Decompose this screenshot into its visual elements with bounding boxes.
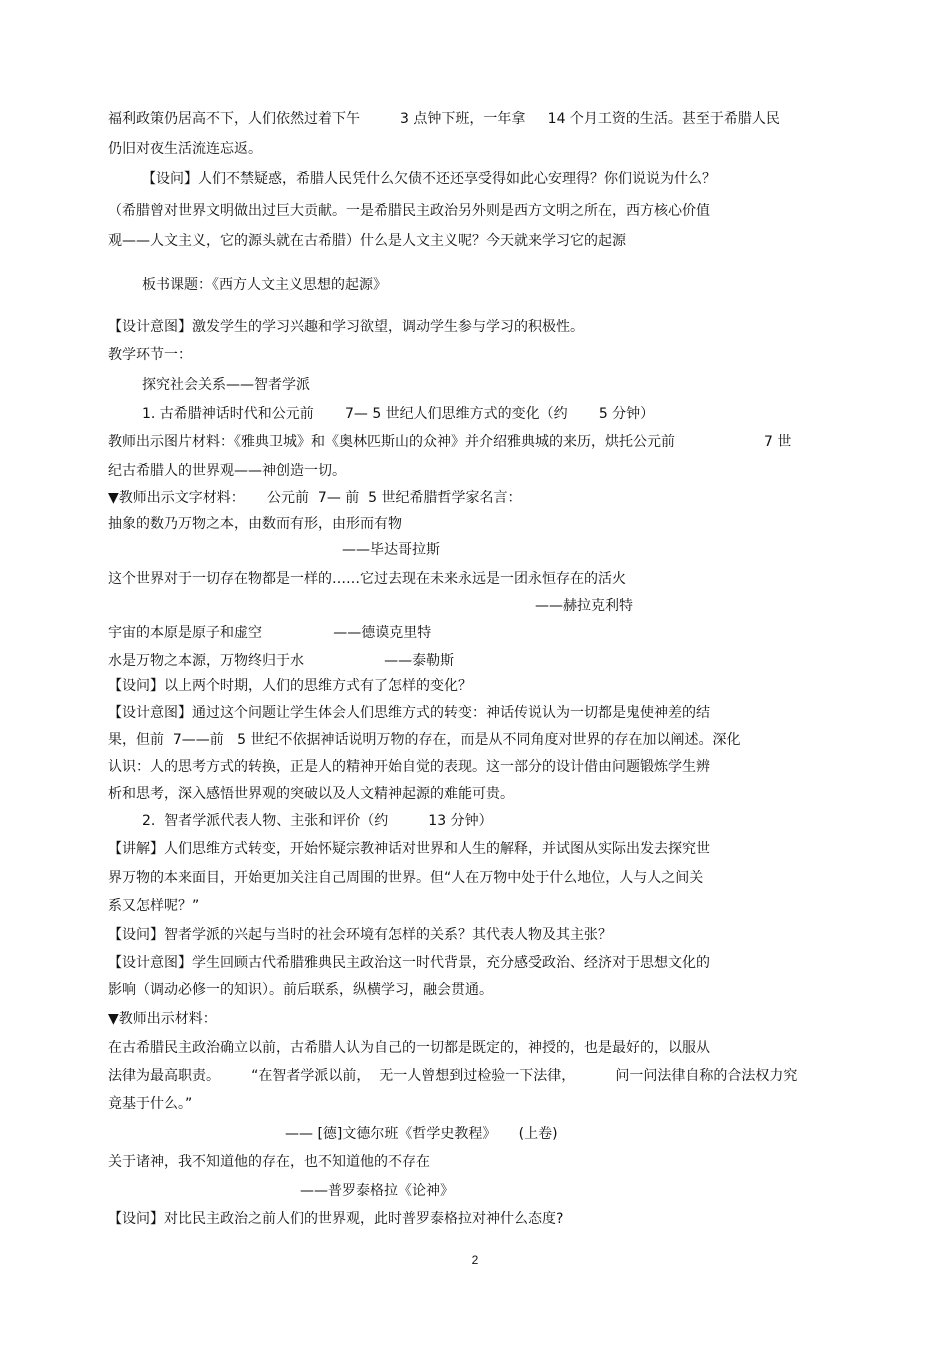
- text-line: —— [德]文德尔班《哲学史教程》 (上卷): [285, 1126, 558, 1142]
- text-line: 【设计意图】激发学生的学习兴趣和学习欲望，调动学生参与学习的积极性。: [108, 319, 584, 335]
- text-line: 【设计意图】学生回顾古代希腊雅典民主政治这一时代背景，充分感受政治、经济对于思想文化的: [108, 955, 710, 971]
- text-line: （希腊曾对世界文明做出过巨大贡献。一是希腊民主政治另外则是西方文明之所在，西方核心价值: [108, 203, 710, 219]
- text-line: 影响（调动必修一的知识）。前后联系，纵横学习，融会贯通。: [108, 982, 493, 998]
- text-line: ——毕达哥拉斯: [342, 542, 440, 558]
- text-line: 板书课题：《西方人文主义思想的起源》: [142, 277, 387, 293]
- text-line: 教学环节一：: [108, 347, 192, 363]
- page-number: 2: [471, 1253, 479, 1267]
- text-line: 仍旧对夜生活流连忘返。: [108, 141, 262, 157]
- text-line: 【讲解】人们思维方式转变，开始怀疑宗教神话对世界和人生的解释，并试图从实际出发去探究世: [108, 841, 710, 857]
- text-line: 探究社会关系——智者学派: [142, 377, 310, 393]
- text-line: 纪古希腊人的世界观——神创造一切。: [108, 463, 346, 479]
- text-line: 观——人文主义，它的源头就在古希腊）什么是人文主义呢？今天就来学习它的起源: [108, 233, 626, 249]
- text-line: 抽象的数乃万物之本，由数而有形，由形而有物: [108, 516, 402, 532]
- text-line: 关于诸神，我不知道他的存在，也不知道他的不存在: [108, 1154, 430, 1170]
- text-line: 析和思考，深入感悟世界观的突破以及人文精神起源的难能可贵。: [108, 786, 514, 802]
- text-line: 【设问】对比民主政治之前人们的世界观，此时普罗泰格拉对神什么态度?: [108, 1211, 564, 1227]
- text-line: 【设问】智者学派的兴起与当时的社会环境有怎样的关系？其代表人物及其主张？: [108, 927, 612, 943]
- text-line: ▼教师出示材料：: [108, 1011, 217, 1027]
- text-line: ——赫拉克利特: [535, 598, 633, 614]
- text-line: 【设问】以上两个时期，人们的思维方式有了怎样的变化？: [108, 678, 472, 694]
- text-line: 福利政策仍居高不下，人们依然过着下午 3 点钟下班，一年拿 14 个月工资的生活。甚至于希腊人民: [108, 111, 780, 127]
- text-line: 1. 古希腊神话时代和公元前 7— 5 世纪人们思维方式的变化（约 5 分钟）: [142, 406, 655, 422]
- text-line: 竟基于什么。”: [108, 1096, 193, 1112]
- text-line: 果，但前 7——前 5 世纪不依据神话说明万物的存在，而是从不同角度对世界的存在加以阐述。深化: [108, 732, 741, 748]
- text-line: ——普罗泰格拉《论神》: [300, 1183, 454, 1199]
- text-line: 界万物的本来面目，开始更加关注自己周围的世界。但“人在万物中处于什么地位，人与人之间关: [108, 870, 704, 886]
- text-line: 系又怎样呢？”: [108, 898, 200, 914]
- text-line: 教师出示图片材料：《雅典卫城》和《奥林匹斯山的众神》并介绍雅典城的来历，烘托公元前 7 世: [108, 434, 792, 450]
- text-line: 认识：人的思考方式的转换，正是人的精神开始自觉的表现。这一部分的设计借由问题锻炼学生辨: [108, 759, 710, 775]
- text-line: 宇宙的本原是原子和虚空 ——德谟克里特: [108, 625, 432, 641]
- text-line: 【设问】人们不禁疑惑，希腊人民凭什么欠债不还还享受得如此心安理得？你们说说为什么？: [142, 171, 716, 187]
- text-line: 【设计意图】通过这个问题让学生体会人们思维方式的转变：神话传说认为一切都是鬼使神差的结: [108, 705, 710, 721]
- text-line: 2. 智者学派代表人物、主张和评价（约 13 分钟）: [142, 813, 493, 829]
- text-line: 这个世界对于一切存在物都是一样的……它过去现在未来永远是一团永恒存在的活火: [108, 571, 626, 587]
- text-line: 水是万物之本源，万物终归于水 ——泰勒斯: [108, 653, 455, 669]
- text-line: 法律为最高职责。 “在智者学派以前， 无一人曾想到过检验一下法律， 问一问法律自称的合法权力究: [108, 1068, 798, 1084]
- text-line: 在古希腊民主政治确立以前，古希腊人认为自己的一切都是既定的，神授的，也是最好的，以服从: [108, 1040, 710, 1056]
- text-line: ▼教师出示文字材料： 公元前 7— 前 5 世纪希腊哲学家名言：: [108, 490, 522, 506]
